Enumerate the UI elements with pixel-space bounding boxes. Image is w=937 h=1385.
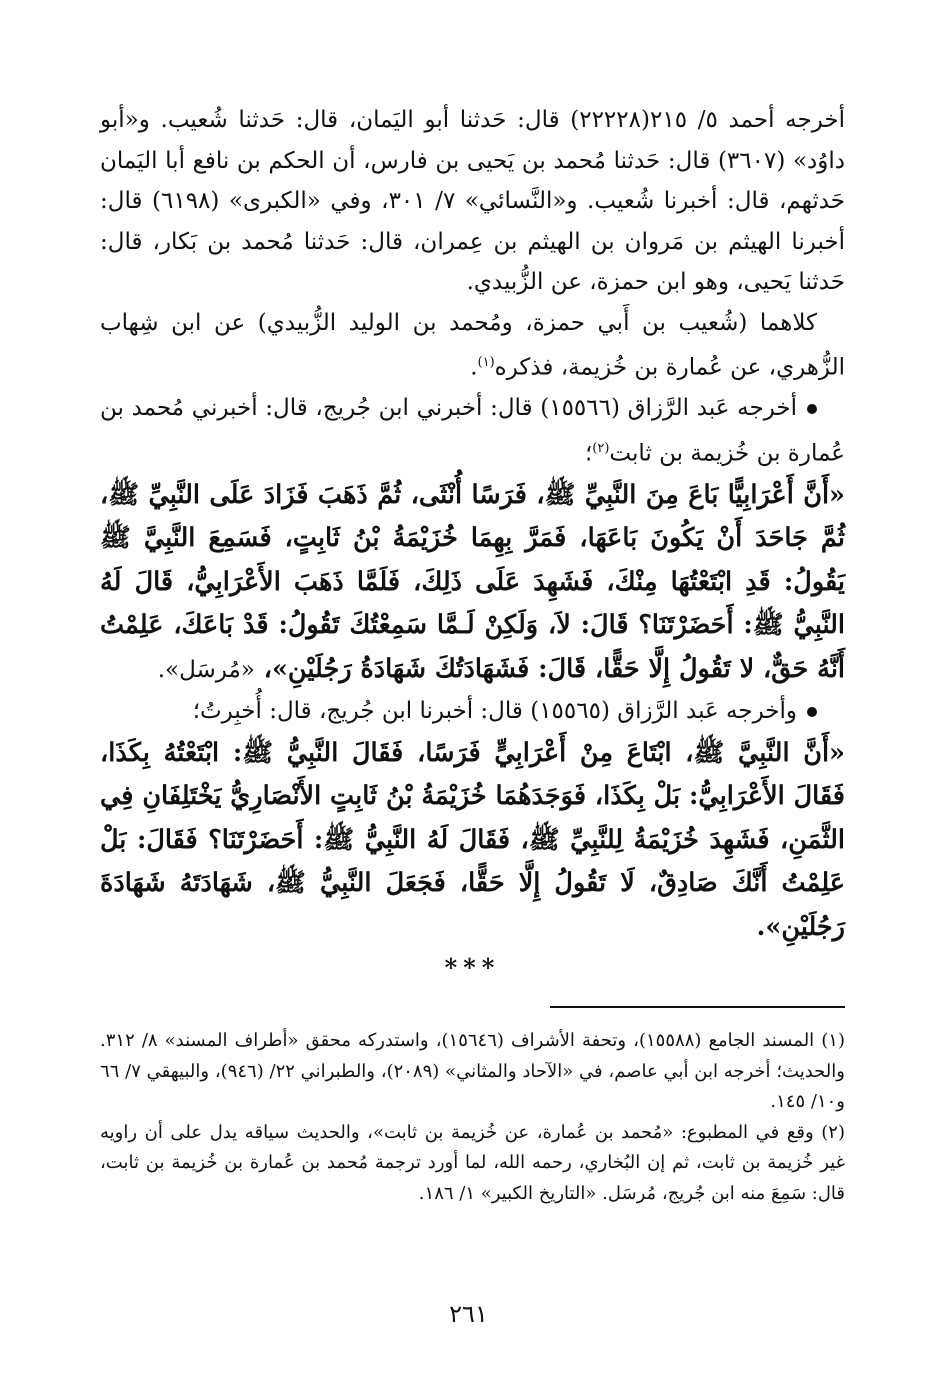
footnote-ref-1[interactable]: (١) <box>477 355 495 370</box>
footnote-2: (٢) وقع في المطبوع: «مُحمد بن عُمارة، عن خُزيمة بن ثابت»، والحديث سياقه يدل على أن راويه غير خُزيمة بن ثابت، ثم إن البُخاري، رحمه الله، لما أورد ترجمة مُحمد بن عُمارة بن خُزيمة بن ثابت، قال: سَمِعَ منه ابن جُريج، مُرسَل. «التاريخ الكبير» ١/ ١٨٦. <box>100 1121 845 1204</box>
hadith-quote-1-text: «أَنَّ أَعْرَابِيًّا بَاعَ مِنَ النَّبِيِّ ﷺ، فَرَسًا أُنْثَى، ثُمَّ ذَهَبَ فَزَادَ عَلَى النَّبِيِّ ﷺ، ثُمَّ جَاحَدَ أَنْ يَكُونَ بَاعَهَا، فَمَرَّ بِهِمَا خُزَيْمَةُ بْنُ ثَابِتٍ، فَسَمِعَ النَّبِيَّ ﷺ يَقُولُ: قَدِ ابْتَعْتُهَا مِنْكَ، فَشَهِدَ عَلَى ذَلِكَ، فَلَمَّا ذَهَبَ الأَعْرَابِيُّ، قَالَ لَهُ النَّبِيُّ ﷺ: أَحَضَرْتَنَا؟ قَالَ: لاَ، وَلَكِنْ لَـمَّا سَمِعْتُكَ تَقُولُ: قَدْ بَاعَكَ، عَلِمْتُ أَنَّهُ حَقٌّ، لا تَقُولُ إِلَّا حَقًّا، قَالَ: فَشَهَادَتُكَ شَهَادَةُ رَجُلَيْنِ»، <box>100 479 845 684</box>
paragraph-kilahuma: كلاهما (شُعيب بن أَبي حمزة، ومُحمد بن الوليد الزُّبيدي) عن ابن شِهاب الزُّهري، عن عُمارة بن خُزيمة، فذكره$^{(١)}$. <box>100 309 845 381</box>
footnote-1: (١) المسند الجامع (١٥٥٨٨)، وتحفة الأشراف (١٥٦٤٦)، واستدركه محقق «أطراف المسند» ٨/ ٣١٢. والحديث؛ أخرجه ابن أبي عاصم، في «الآحاد والمثاني» (٢٠٨٩)، والطبراني ٢٢/ (٩٤٦)، والبيهقي ٧/ ٦٦ و١٠/ ١٤٥. <box>100 1030 845 1113</box>
section-divider-stars: *** <box>444 953 501 983</box>
kilahuma-text: كلاهما (شُعيب بن أَبي حمزة، ومُحمد بن الوليد الزُّبيدي) عن ابن شِهاب الزُّهري، عن عُمارة بن خُزيمة، فذكره <box>100 309 845 381</box>
abdurrazzaq-1-text: أخرجه عَبد الرَّزاق (١٥٥٦٦) قال: أخبرني ابن جُريج، قال: أخبرني مُحمد بن عُمارة بن خُزيمة بن ثابت <box>100 395 845 467</box>
page-body <box>100 100 845 1209</box>
footnote-ref-2[interactable]: (٢) <box>592 440 610 456</box>
footnote-separator <box>550 1006 845 1008</box>
abdurrazzaq-1-end: ؛ <box>584 440 593 467</box>
page-number: ٢٦١ <box>449 1300 488 1328</box>
mursal-label: «مُرسَل». <box>157 656 255 683</box>
paragraph-ahmad-takhrij: أخرجه أحمد ٥/ ٢١٥(٢٢٢٢٨) قال: حَدثنا أبو اليَمان، قال: حَدثنا شُعيب. و«أبو داوُد» (٣٦٠٧) قال: حَدثنا مُحمد بن يَحيى بن فارس، أن الحكم بن نافع أبا اليَمان حَدثهم، قال: أخبرنا شُعيب. و«النَّسائي» ٧/ ٣٠١، وفي «الكبرى» (٦١٩٨) قال: أخبرنا الهيثم بن مَروان بن الهيثم بن عِمران، قال: حَدثنا مُحمد بن بَكار، قال: حَدثنا يَحيى، وهو ابن حمزة، عن الزُّبيدي. <box>100 107 846 295</box>
bullet-icon <box>807 404 817 414</box>
bullet-icon <box>807 707 817 717</box>
abdurrazzaq-2-text: وأخرجه عَبد الرَّزاق (١٥٥٦٥) قال: أخبرنا ابن جُريج، قال: أُخبِرتُ؛ <box>192 698 797 725</box>
hadith-quote-2: «أَنَّ النَّبِيَّ ﷺ، ابْتَاعَ مِنْ أَعْرَابِيٍّ فَرَسًا، فَقَالَ النَّبِيُّ ﷺ: ابْتَعْتُهُ بِكَذَا، فَقَالَ الأَعْرَابِيُّ: بَلْ بِكَذَا، فَوَجَدَهُمَا خُزَيْمَةُ بْنُ ثَابِتٍ الأَنْصَارِيُّ يَخْتَلِفَانِ فِي الثَّمَنِ، فَشَهِدَ خُزَيْمَةُ لِلنَّبِيِّ ﷺ، فَقَالَ لَهُ النَّبِيُّ ﷺ: أَحَضَرْتَنَا؟ فَقَالَ: بَلْ عَلِمْتُ أَنَّكَ صَادِقٌ، لَا تَقُولُ إِلَّا حَقًّا، فَجَعَلَ النَّبِيُّ ﷺ، شَهَادَتَهُ شَهَادَةَ رَجُلَيْنِ». <box>100 737 845 942</box>
hadith-quote-1 <box>100 474 845 692</box>
paragraph-abdurrazzaq-2 <box>100 691 845 732</box>
paragraph-abdurrazzaq-1 <box>100 388 845 474</box>
